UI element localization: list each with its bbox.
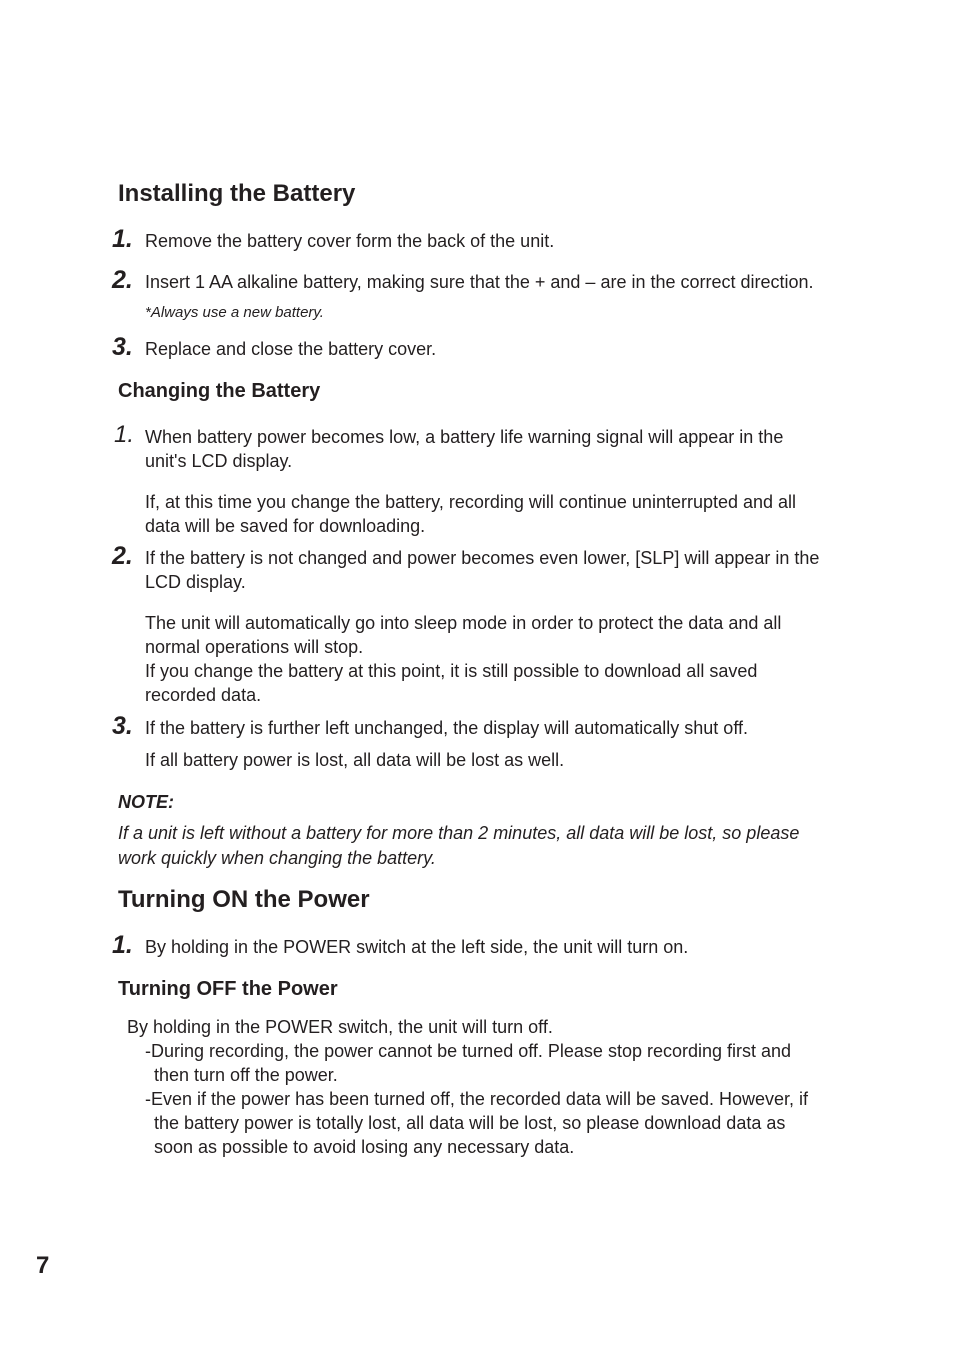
- step-text: If the battery is not changed and power becomes even lower, [SLP] will appear in the: [145, 548, 820, 568]
- step-detail: recorded data.: [145, 685, 262, 705]
- note-text: work quickly when changing the battery.: [118, 848, 436, 868]
- bullet-line: the battery power is totally lost, all data will be lost, so please download data as: [154, 1113, 786, 1133]
- bullet-line: then turn off the power.: [154, 1065, 338, 1085]
- step-detail: The unit will automatically go into sleep mode in order to protect the data and all: [145, 613, 782, 633]
- step-detail: normal operations will stop.: [145, 637, 364, 657]
- note-text: If a unit is left without a battery for more than 2 minutes, all data will be lost, so please: [118, 823, 800, 843]
- step-detail: If all battery power is lost, all data will be lost as well.: [145, 750, 565, 770]
- step-number: 1.: [112, 931, 133, 959]
- bullet-line: -During recording, the power cannot be turned off. Please stop recording first and: [145, 1041, 792, 1061]
- section-title-installing: Installing the Battery: [118, 180, 356, 207]
- step-number: 1.: [114, 421, 135, 448]
- step-detail: If you change the battery at this point, it is still possible to download all saved: [145, 661, 758, 681]
- step-text: Remove the battery cover form the back of the unit.: [145, 231, 555, 251]
- bullet-line: -Even if the power has been turned off, the recorded data will be saved. However, if: [145, 1089, 809, 1109]
- step-text: Insert 1 AA alkaline battery, making sure that the + and – are in the correct direction.: [145, 272, 814, 292]
- step-number: 2.: [112, 542, 133, 570]
- page-number: 7: [36, 1252, 50, 1279]
- power-off-intro: By holding in the POWER switch, the unit will turn off.: [127, 1017, 553, 1037]
- step-number: 3.: [112, 712, 133, 740]
- step-text: Replace and close the battery cover.: [145, 339, 437, 359]
- step-text: unit's LCD display.: [145, 451, 293, 471]
- step-detail: data will be saved for downloading.: [145, 516, 426, 536]
- step-text: If the battery is further left unchanged, the display will automatically shut off.: [145, 718, 748, 738]
- step-text: LCD display.: [145, 572, 246, 592]
- step-detail: If, at this time you change the battery, recording will continue uninterrupted and all: [145, 492, 797, 512]
- step-text: By holding in the POWER switch at the left side, the unit will turn on.: [145, 937, 689, 957]
- step-number: 3.: [112, 333, 133, 361]
- step-note: *Always use a new battery.: [145, 304, 324, 321]
- step-text: When battery power becomes low, a battery life warning signal will appear in the: [145, 427, 784, 447]
- subsection-title-changing: Changing the Battery: [118, 380, 321, 402]
- step-number: 2.: [112, 266, 133, 294]
- bullet-line: soon as possible to avoid losing any necessary data.: [154, 1137, 575, 1157]
- step-number: 1.: [112, 225, 133, 253]
- section-title-power-on: Turning ON the Power: [118, 886, 370, 913]
- note-heading: NOTE:: [118, 792, 174, 812]
- subsection-title-power-off: Turning OFF the Power: [118, 978, 338, 1000]
